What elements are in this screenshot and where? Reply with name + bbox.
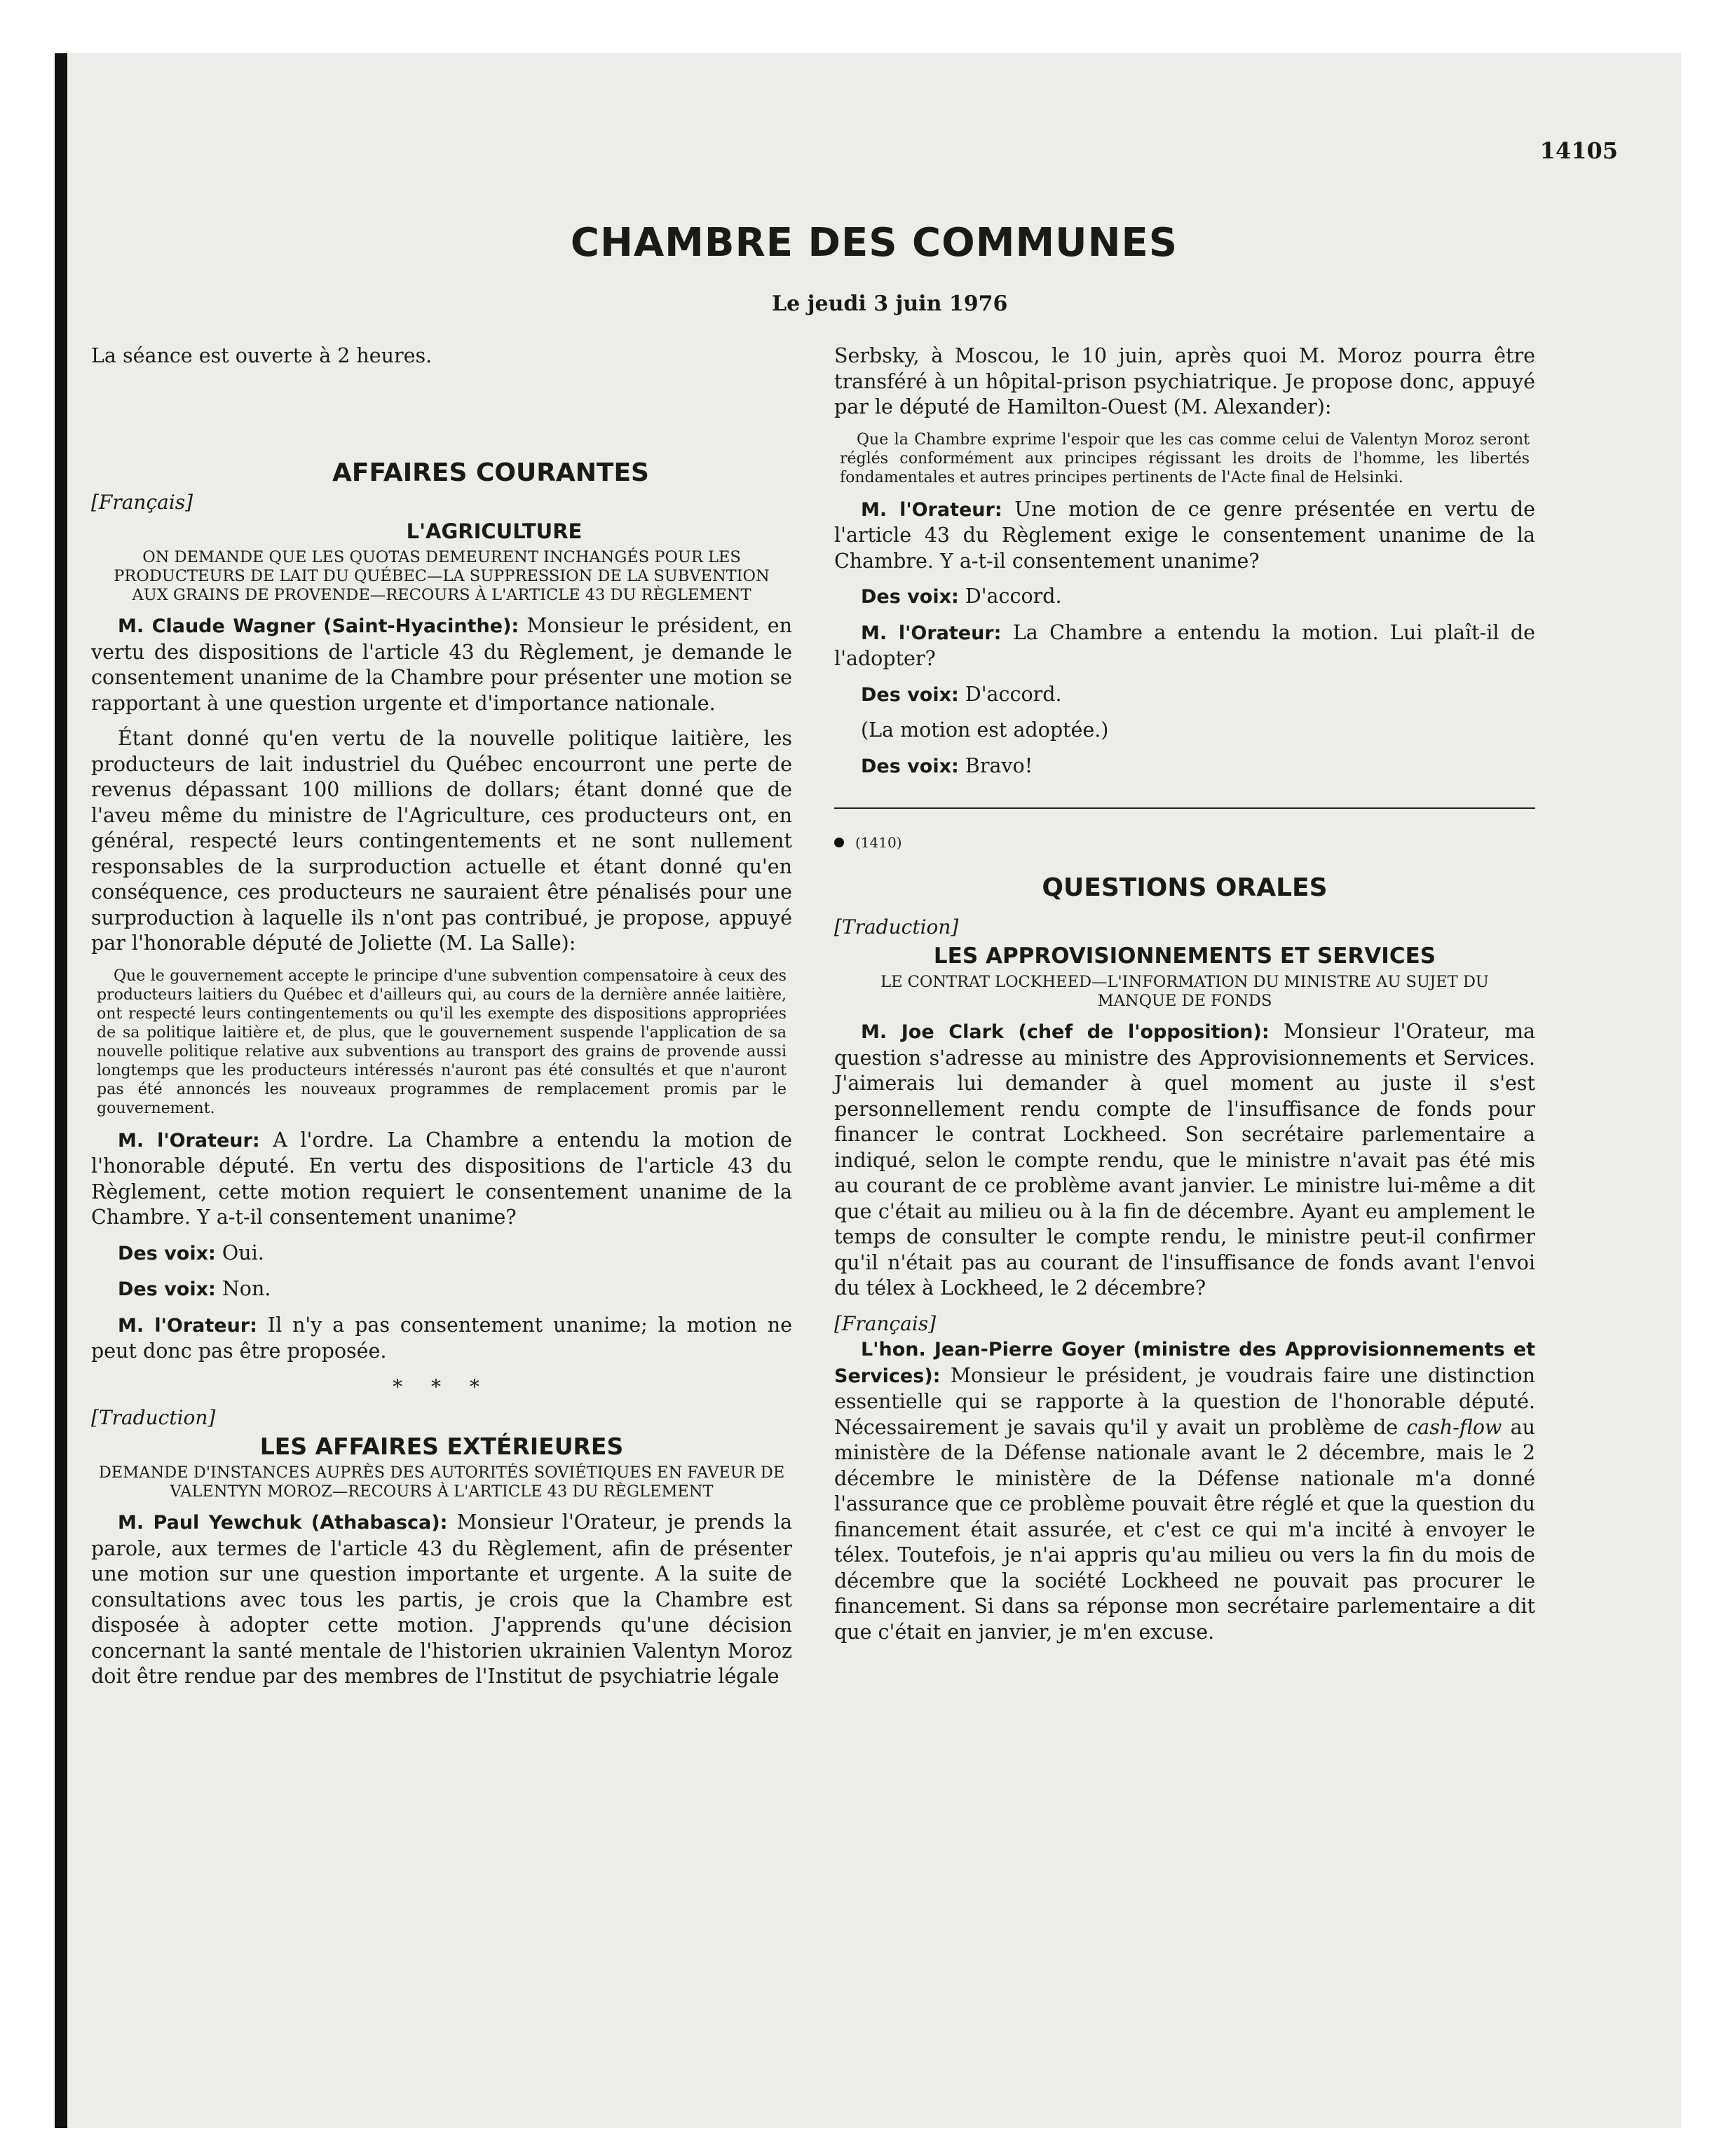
motion-quote: Que la Chambre exprime l'espoir que les cas comme celui de Valentyn Moroz seront réglés conformément aux principes régissant les droits de l'homme, les libertés fondamentales et autres principes pertinents de l'Acte final de Helsinki. (840, 430, 1530, 486)
speech-paragraph: Serbsky, à Moscou, le 10 juin, après quoi M. Moroz pourra être transféré à un hôpital-prison psychiatrique. Je propose donc, appuyé par le député de Hamilton-Ouest (M. Alexander): (834, 344, 1535, 418)
time-marker-text: (1410) (855, 834, 902, 851)
speech-text: au ministère de la Défense nationale avant le 2 décembre, mais le 2 décembre le ministère de la Défense nationale m'a donné l'assurance que ce problème pouvait être réglé et que la question du financement était assurée, et c'est ce qui m'a incité à envoyer le télex. Toutefois, je n'ai appris qu'au milieu ou vers la fin du mois de décembre que la société Lockheed ne pouvait pas procurer le financement. Si dans sa réponse mon secrétaire parlementaire a dit que c'était en janvier, je m'en excuse. (834, 1415, 1535, 1644)
speaker-name: Des voix: (861, 586, 959, 608)
speech-paragraph (834, 497, 1535, 575)
speaker-name: M. l'Orateur: (118, 1314, 257, 1337)
speaker-name: Des voix: (118, 1278, 216, 1300)
language-note: [Traduction] (91, 1406, 216, 1429)
speaker-name: L'hon. Jean-Pierre Goyer (ministre des Approvisionnements et Services): (834, 1339, 1535, 1387)
speech-paragraph (834, 1019, 1535, 1302)
section-separator: * * * (393, 1374, 491, 1398)
speaker-name: M. Paul Yewchuk (Athabasca): (118, 1512, 448, 1534)
left-column (91, 343, 792, 1700)
speech-paragraph (834, 620, 1535, 672)
speech-paragraph (91, 1313, 792, 1365)
speaker-name: M. Joe Clark (chef de l'opposition): (861, 1021, 1270, 1043)
language-note: [Traduction] (834, 915, 959, 939)
speech-paragraph (834, 584, 1535, 610)
speaker-name: M. l'Orateur: (118, 1129, 260, 1152)
speech-text: A l'ordre. La Chambre a entendu la motion de l'honorable député. En vertu des dispositions de l'article 43 du Règlement, cette motion requiert le consentement unanime de la Chambre. Y a-t-il consentement unanime? (91, 1128, 792, 1229)
speech-paragraph (91, 1510, 792, 1690)
speaker-name: M. l'Orateur: (861, 498, 1002, 521)
subheading-agriculture: L'AGRICULTURE (406, 519, 583, 543)
topic-heading-quotas: ON DEMANDE QUE LES QUOTAS DEMEURENT INCHANGÉS POUR LES PRODUCTEURS DE LAIT DU QUÉBEC—LA SUPPRESSION DE LA SUBVENTION AUX GRAINS DE PROVENDE—RECOURS À L'ARTICLE 43 DU RÈGLEMENT (114, 548, 770, 604)
speech-text: Oui. (215, 1241, 264, 1264)
right-column (834, 343, 1535, 1655)
speech-text: Monsieur le président, je voudrais faire une distinction essentielle qui se rapporte à la question de l'honorable député. Nécessairement je savais qu'il y avait un problème de (834, 1363, 1535, 1439)
speech-paragraph (91, 1128, 792, 1231)
page-title: CHAMBRE DES COMMUNES (570, 220, 1178, 266)
speaker-name: Des voix: (118, 1242, 216, 1264)
opening-line: La séance est ouverte à 2 heures. (91, 344, 433, 367)
speech-text: Monsieur le président, en vertu des dispositions de l'article 43 du Règlement, je demande le consentement unanime de la Chambre pour présenter une motion se rapportant à une question urgente et d'importance nationale. (91, 614, 792, 715)
speech-text: D'accord. (958, 682, 1062, 706)
speech-text: La Chambre a entendu la motion. Lui plaît-il de l'adopter? (834, 620, 1535, 670)
procedure-note: (La motion est adoptée.) (861, 718, 1109, 742)
bullet-dot-icon (834, 838, 844, 847)
speech-text: Monsieur l'Orateur, ma question s'adresse au ministre des Approvisionnements et Services. J'aimerais lui demander à quel moment au juste il s'est personnellement rendu compte de l'insuffisance de fonds pour financer le contrat Lockheed. Son secrétaire parlementaire a indiqué, selon le compte rendu, que le ministre n'avait pas été mis au courant de ce problème avant janvier. Le ministre lui-même a dit que c'était au milieu ou à la fin de décembre. Ayant eu amplement le temps de consulter le compte rendu, le ministre peut-il confirmer qu'il n'était pas au courant de l'insuffisance de fonds avant l'envoi du télex à Lockheed, le 2 décembre? (834, 1020, 1535, 1299)
speech-paragraph (91, 1276, 792, 1303)
time-marker (834, 830, 1535, 856)
speech-paragraph (834, 1337, 1535, 1645)
section-heading-questions-orales: QUESTIONS ORALES (1042, 873, 1328, 902)
topic-heading-moroz: DEMANDE D'INSTANCES AUPRÈS DES AUTORITÉS SOVIÉTIQUES EN FAVEUR DE VALENTYN MOROZ—RECOURS À L'ARTICLE 43 DU RÈGLEMENT (98, 1464, 785, 1501)
topic-heading-lockheed: LE CONTRAT LOCKHEED—L'INFORMATION DU MINISTRE AU SUJET DU MANQUE DE FONDS (880, 973, 1489, 1010)
subheading-affaires-exterieures: LES AFFAIRES EXTÉRIEURES (259, 1432, 624, 1460)
speech-paragraph (834, 682, 1535, 709)
speaker-name: M. l'Orateur: (861, 622, 1002, 644)
speech-text: Il n'y a pas consentement unanime; la motion ne peut donc pas être proposée. (91, 1313, 792, 1363)
speaker-name: M. Claude Wagner (Saint-Hyacinthe): (118, 615, 519, 637)
motion-quote: Que le gouvernement accepte le principe d'une subvention compensatoire à ceux des producteurs laitiers du Québec et d'ailleurs qui, au cours de la dernière année laitière, ont respecté leurs contingentements ou qu'il les exempte des dispositions appropriées de sa politique laitière et, de plus, que le gouvernement suspende l'application de sa nouvelle politique relative aux subventions au transport des grains de provende aussi longtemps que les producteurs intéressés n'auront pas été consultés et que n'auront pas été annoncés les nouveaux programmes de remplacement promis par le gouvernement. (97, 967, 787, 1117)
page-number: 14105 (1539, 137, 1618, 164)
subheading-approvisionnements: LES APPROVISIONNEMENTS ET SERVICES (933, 943, 1436, 969)
speech-text: Une motion de ce genre présentée en vertu de l'article 43 du Règlement exige le consentement unanime de la Chambre. Y a-t-il consentement unanime? (834, 497, 1535, 573)
speech-paragraph (834, 753, 1535, 780)
language-note: [Français] (91, 491, 193, 514)
speech-text: Non. (215, 1277, 271, 1300)
speech-paragraph (91, 613, 792, 716)
speech-text-italic: cash-flow (1406, 1415, 1502, 1439)
speech-text: Monsieur l'Orateur, je prends la parole, aux termes de l'article 43 du Règlement, afin de présenter une motion sur une question importante et urgente. A la suite de consultations avec tous les partis, je crois que la Chambre est disposée à adopter cette motion. J'apprends qu'une décision concernant la santé mentale de l'historien ukrainien Valentyn Moroz doit être rendue par des membres de l'Institut de psychiatrie légale (91, 1510, 792, 1688)
speaker-name: Des voix: (861, 683, 959, 706)
speaker-name: Des voix: (861, 755, 959, 777)
horizontal-rule (834, 807, 1535, 809)
speech-paragraph: Étant donné qu'en vertu de la nouvelle politique laitière, les producteurs de lait industriel du Québec encourront une perte de revenus dépassant 100 millions de dollars; étant donné que de l'aveu même du ministre de l'Agriculture, ces producteurs ont, en général, respecté leurs contingentements et ne sont nullement responsables de la surproduction actuelle et étant donné qu'en conséquence, ces producteurs ne sauraient être pénalisés pour une surproduction à laquelle ils n'ont pas contribué, je propose, appuyé par l'honorable député de Joliette (M. La Salle): (91, 727, 792, 955)
speech-paragraph (91, 1241, 792, 1267)
section-heading-affaires-courantes: AFFAIRES COURANTES (332, 458, 649, 487)
speech-text: Bravo! (958, 753, 1033, 777)
speech-text: D'accord. (958, 585, 1062, 608)
language-note: [Français] (834, 1311, 937, 1335)
sitting-date: Le jeudi 3 juin 1976 (772, 292, 1008, 316)
